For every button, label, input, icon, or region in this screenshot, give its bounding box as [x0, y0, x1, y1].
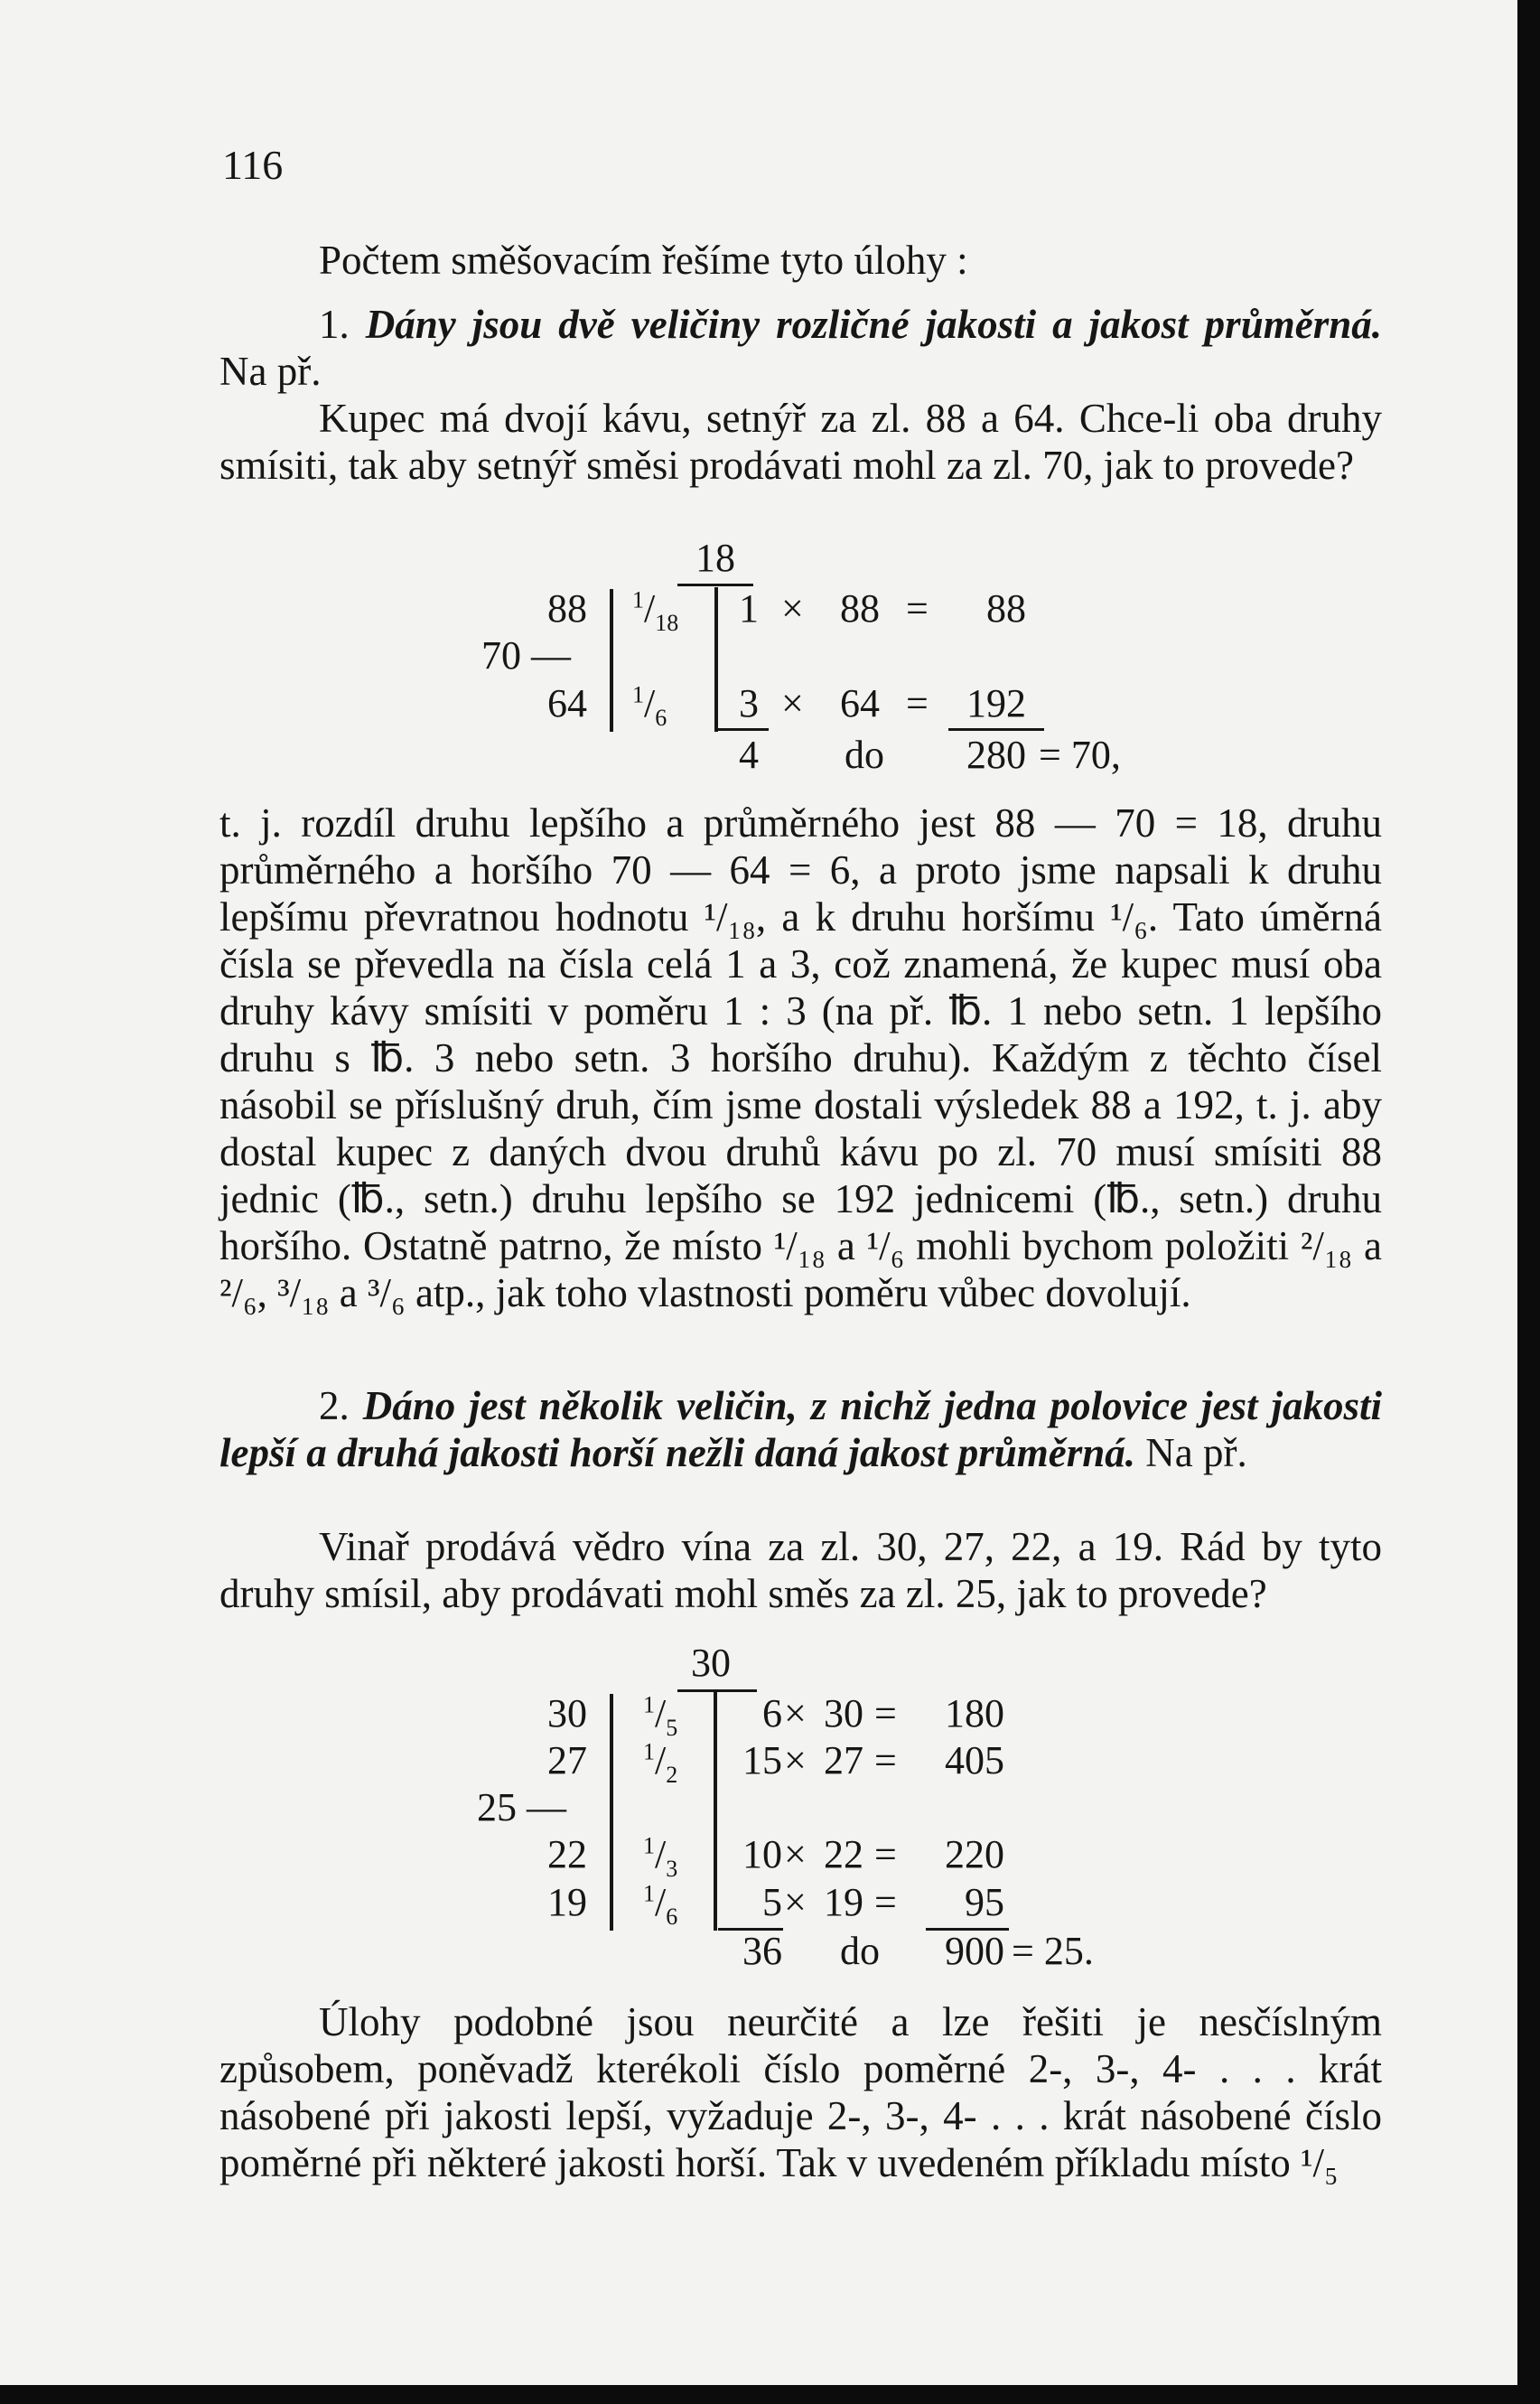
- scheme1-value-1: 88: [840, 586, 880, 631]
- task2-heading: Dáno jest několik veličin, z nichž jedna polovice jest jakosti lepší a druhá jakosti horší nežli daná jakost průměrná.: [219, 1383, 1382, 1475]
- scheme2-sum-total: 900: [945, 1929, 1004, 1973]
- scheme1-mean: 70 —: [481, 633, 571, 678]
- scheme2-top: 30: [691, 1641, 731, 1685]
- scheme2-result-1: 180: [945, 1691, 1004, 1735]
- task1-problem: Kupec má dvojí kávu, setnýř za zl. 88 a 64. Chce-li oba druhy smísiti, tak aby setnýř směsi prodávati mohl za zl. 70, jak to provede?: [219, 396, 1382, 488]
- scheme1-price-1: 88: [547, 586, 587, 631]
- scheme2-value-2: 27: [824, 1738, 863, 1782]
- scheme2-times-3: ×: [784, 1832, 807, 1876]
- scheme2-result-4: 95: [965, 1880, 1004, 1924]
- task1-explanation: t. j. rozdíl druhu lepšího a průměrného jest 88 — 70 = 18, druhu průměrného a horšího 70 — 64 = 6, a proto jsme napsali k druhu lepšímu převratnou hodnotu ¹/₁₈, a k druhu horšímu ¹/₆. Tato úměrná čísla se převedla na čísla celá 1 a 3, což znamená, že kupec musí oba druhy kávy smísiti v poměru 1 : 3 (na př. ℔. 1 nebo setn. 1 lepšího druhu s ℔. 3 nebo setn. 3 horšího druhu). Každým z těchto čísel násobil se příslušný druh, čím jsme dostali výsledek 88 a 192, t. j. aby dostal kupec z daných dvou druhů kávu po zl. 70 musí smísiti 88 jednic (℔., setn.) druhu lepšího se 192 jednicemi (℔., setn.) druhu horšího. Ostatně patrno, že místo ¹/₁₈ a ¹/₆ mohli bychom položiti ²/₁₈ a ²/₆, ³/₁₈ a ³/₆ atp., jak toho vlastnosti poměru vůbec dovolují.: [219, 800, 1382, 1315]
- scheme2-eq-2: =: [874, 1738, 897, 1782]
- scheme2-value-4: 19: [824, 1880, 863, 1924]
- scheme1-sum-mult: 4: [739, 733, 759, 777]
- scheme1-sum-total: 280: [966, 733, 1026, 777]
- scheme1-frac-1: $^1/_{18}$: [632, 586, 679, 636]
- scheme2-price-2: 27: [547, 1738, 587, 1782]
- scheme2-frac-3: $^1/_3$: [643, 1832, 678, 1882]
- scheme2-price-3: 22: [547, 1832, 587, 1876]
- scheme2-do: do: [840, 1929, 880, 1973]
- scheme1-value-2: 64: [840, 681, 880, 725]
- scheme2-final: = 25.: [1012, 1929, 1094, 1973]
- scheme2-mult-4: 5: [762, 1880, 782, 1924]
- intro-line: Počtem směšovacím řešíme tyto úlohy :: [319, 238, 968, 283]
- task1-example-label: Na př.: [219, 349, 322, 394]
- scheme2-price-4: 19: [547, 1880, 587, 1924]
- scheme2-times-4: ×: [784, 1880, 807, 1924]
- scheme1-price-2: 64: [547, 681, 587, 725]
- scheme1-total-rule: [948, 728, 1044, 731]
- scheme2-mult-2: 15: [742, 1738, 782, 1782]
- scheme2-sum-mult: 36: [742, 1929, 782, 1973]
- task2-problem: Vinař prodává vědro vína za zl. 30, 27, 22, a 19. Rád by tyto druhy smísil, aby prodávati mohl směs za zl. 25, jak to provede?: [219, 1524, 1382, 1616]
- scheme2-value-3: 22: [824, 1832, 863, 1876]
- task1-number: 1.: [319, 302, 350, 347]
- scheme1-mult-1: 1: [739, 586, 759, 631]
- scheme1-frac-2: $^1/_6$: [632, 681, 667, 731]
- scheme2-times-1: ×: [784, 1691, 807, 1735]
- scheme2-eq-1: =: [874, 1691, 897, 1735]
- scheme1-result-1: 88: [986, 586, 1026, 631]
- scheme2-right-divider: [714, 1692, 717, 1931]
- scheme1-eq-1: =: [906, 586, 929, 631]
- scheme2-mult-3: 10: [742, 1832, 782, 1876]
- scheme1-final: = 70,: [1039, 733, 1121, 777]
- scheme1-times-1: ×: [781, 586, 804, 631]
- scheme2-mult-1: 6: [762, 1691, 782, 1735]
- task2-example-label: Na př.: [1145, 1430, 1247, 1475]
- scheme1-result-2: 192: [966, 681, 1026, 725]
- scheme1-top: 18: [695, 536, 735, 580]
- scheme2-frac-4: $^1/_6$: [643, 1880, 678, 1930]
- scheme2-result-3: 220: [945, 1832, 1004, 1876]
- scheme1-left-divider: [610, 589, 613, 732]
- task1-heading-block: [219, 301, 1382, 395]
- scheme2-price-1: 30: [547, 1691, 587, 1735]
- task2-number: 2.: [319, 1383, 350, 1428]
- scheme2-frac-1: $^1/_5$: [643, 1691, 678, 1741]
- task1-heading: Dány jsou dvě veličiny rozličné jakosti a jakost průměrná.: [365, 302, 1382, 347]
- task2-heading-block: [219, 1382, 1382, 1476]
- scheme2-eq-4: =: [874, 1880, 897, 1924]
- scheme2-left-divider: [610, 1694, 613, 1931]
- scheme1-eq-2: =: [906, 681, 929, 725]
- scheme2-frac-2: $^1/_2$: [643, 1738, 678, 1788]
- scheme2-result-2: 405: [945, 1738, 1004, 1782]
- scheme1-times-2: ×: [781, 681, 804, 725]
- scheme2-eq-3: =: [874, 1832, 897, 1876]
- closing-paragraph: Úlohy podobné jsou neurčité a lze řešiti je nesčíslným způsobem, poněvadž kterékoli číslo poměrné 2-, 3-, 4- . . . krát násobené při jakosti lepší, vyžaduje 2-, 3-, 4- . . . krát násobené číslo poměrné při některé jakosti horší. Tak v uvedeném příkladu místo ¹/₅: [219, 1999, 1382, 2185]
- scheme1-mult-2: 3: [739, 681, 759, 725]
- scheme1-do: do: [845, 733, 884, 777]
- scheme2-mean: 25 —: [477, 1785, 566, 1829]
- scheme1-right-divider: [714, 587, 718, 732]
- scheme2-value-1: 30: [824, 1691, 863, 1735]
- page-number: 116: [222, 142, 284, 188]
- scheme1-mult-sum-rule: [718, 728, 769, 731]
- scheme2-times-2: ×: [784, 1738, 807, 1782]
